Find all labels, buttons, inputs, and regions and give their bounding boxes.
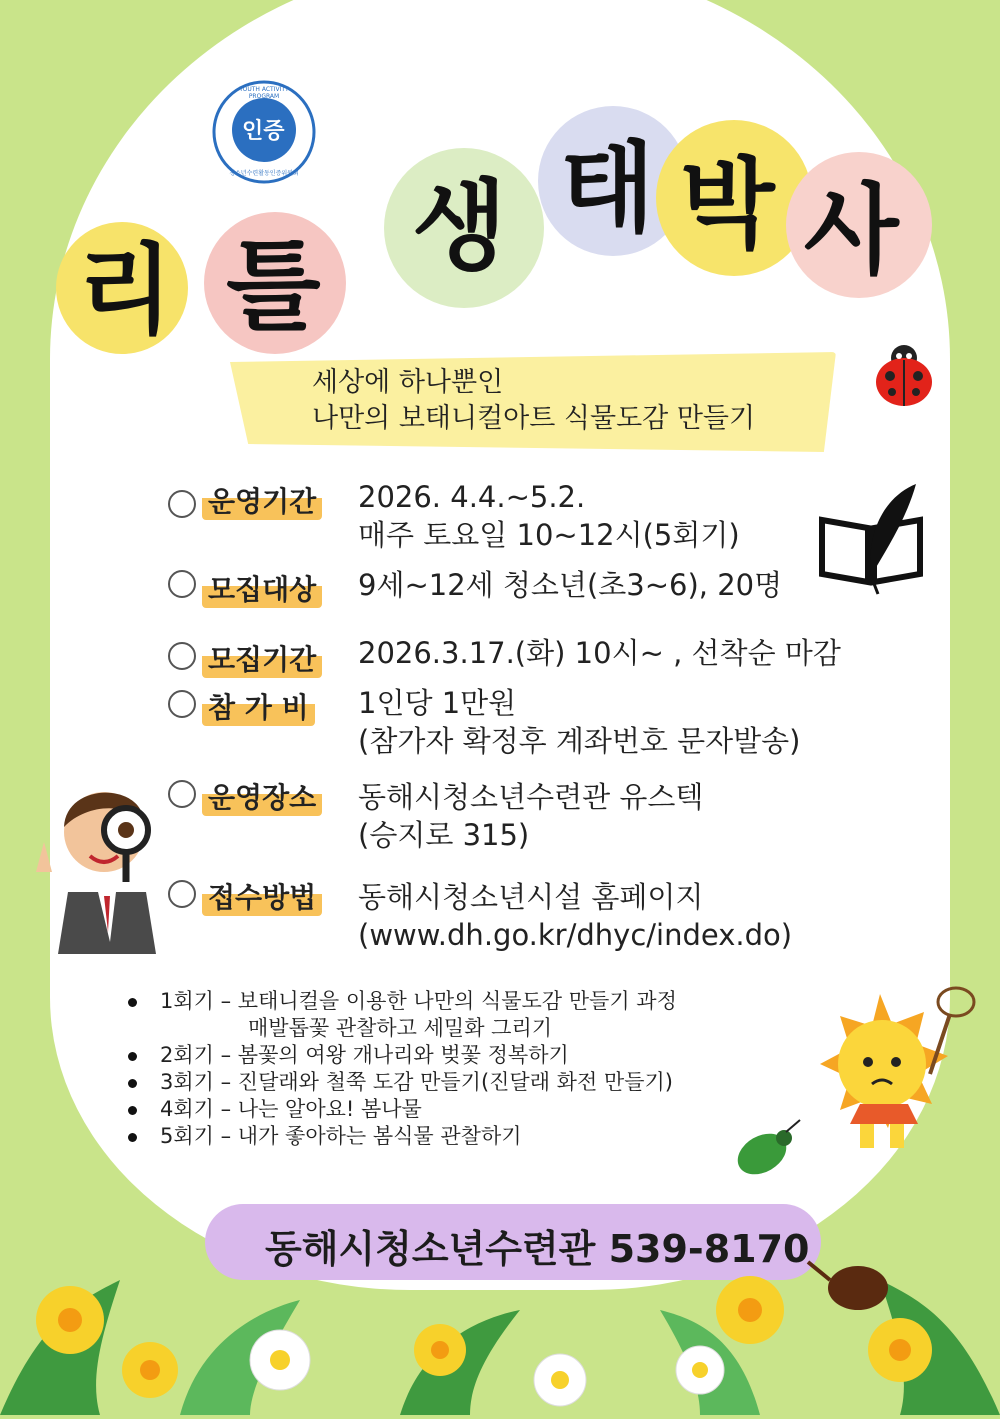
info-value-apply-line-1: 동해시청소년시설 홈페이지: [358, 880, 704, 914]
info-value-apply: [358, 878, 792, 954]
info-value-fee: [358, 684, 800, 760]
title-char-4: 태: [560, 132, 655, 246]
info-value-place-line-1: 동해시청소년수련관 유스텍: [358, 780, 704, 814]
session-item-3: [120, 1069, 677, 1096]
bullet-icon: [128, 1133, 137, 1142]
session-item-2: [120, 1042, 677, 1069]
info-value-place-line-2: (승지로 315): [358, 818, 530, 852]
info-value-place: [358, 778, 703, 854]
session-item-1-text: 1회기 – 보태니컬을 이용한 나만의 식물도감 만들기 과정: [160, 989, 677, 1013]
info-value-period-line-2: 매주 토요일 10~12시(5회기): [358, 518, 740, 552]
certification-badge: [212, 80, 316, 184]
info-label-target: 모집대상: [202, 568, 322, 608]
session-item-4-text: 4회기 – 나는 알아요! 봄나물: [160, 1097, 422, 1121]
title-char-6: 사: [804, 174, 899, 288]
detective-man-illustration: [26, 772, 176, 954]
info-label-place: 운영장소: [202, 776, 322, 816]
bullet-icon: [128, 1052, 137, 1061]
info-label-fee: 참 가 비: [202, 686, 315, 726]
bullet-icon: [128, 998, 137, 1007]
row-4-marker: [168, 690, 196, 718]
session-list: [120, 988, 677, 1150]
info-value-apply-line-2: (www.dh.go.kr/dhyc/index.do): [358, 918, 793, 952]
badge-top-text: YOUTH ACTIVITY PROGRAM: [239, 86, 289, 100]
badge-main-text: 인증: [242, 119, 285, 144]
green-beetle-icon: [722, 1116, 802, 1186]
row-3-marker: [168, 642, 196, 670]
row-2-marker: [168, 570, 196, 598]
info-label-period: 운영기간: [202, 480, 322, 520]
session-item-1: [120, 988, 677, 1042]
sun-character-illustration: [800, 984, 980, 1154]
badge-bottom-text: 청소년수련활동인증위원회: [229, 170, 299, 177]
session-item-5: [120, 1123, 677, 1150]
info-value-fee-line-1: 1인당 1만원: [358, 686, 517, 720]
info-value-target-line-1: 9세~12세 청소년(초3~6), 20명: [358, 568, 783, 602]
footer-contact: 동해시청소년수련관 539-8170: [265, 1227, 810, 1271]
subtitle-line-2: 나만의 보태니컬아트 식물도감 만들기: [312, 403, 756, 434]
title-char-1: 리: [78, 234, 173, 348]
subtitle: [312, 365, 755, 437]
title-char-2: 틀: [226, 230, 321, 344]
info-value-period-line-1: 2026. 4.4.~5.2.: [358, 480, 586, 514]
book-quill-icon: [816, 480, 928, 598]
info-value-fee-line-2: (참가자 확정후 계좌번호 문자발송): [358, 724, 801, 758]
ladybug-icon: [866, 336, 942, 412]
flower-decoration: [0, 1240, 1000, 1415]
info-value-recruit: [358, 634, 841, 672]
title-char-3: 생: [412, 170, 507, 284]
info-value-recruit-line-1: 2026.3.17.(화) 10시~ , 선착순 마감: [358, 636, 841, 670]
bullet-icon: [128, 1106, 137, 1115]
info-label-recruit: 모집기간: [202, 638, 322, 678]
row-1-marker: [168, 490, 196, 518]
session-item-3-text: 3회기 – 진달래와 철쭉 도감 만들기(진달래 화전 만들기): [160, 1070, 673, 1094]
subtitle-line-1: 세상에 하나뿐인: [312, 367, 504, 398]
session-item-4: [120, 1096, 677, 1123]
bullet-icon: [128, 1079, 137, 1088]
session-item-5-text: 5회기 – 내가 좋아하는 봄식물 관찰하기: [160, 1124, 522, 1148]
title-char-5: 박: [680, 148, 775, 262]
info-value-target: [358, 566, 782, 604]
session-item-2-text: 2회기 – 봄꽃의 여왕 개나리와 벚꽃 정복하기: [160, 1043, 569, 1067]
session-item-1-sub: 매발톱꽃 관찰하고 세밀화 그리기: [248, 1016, 553, 1040]
info-value-period: [358, 478, 740, 554]
info-label-apply: 접수방법: [202, 876, 322, 916]
